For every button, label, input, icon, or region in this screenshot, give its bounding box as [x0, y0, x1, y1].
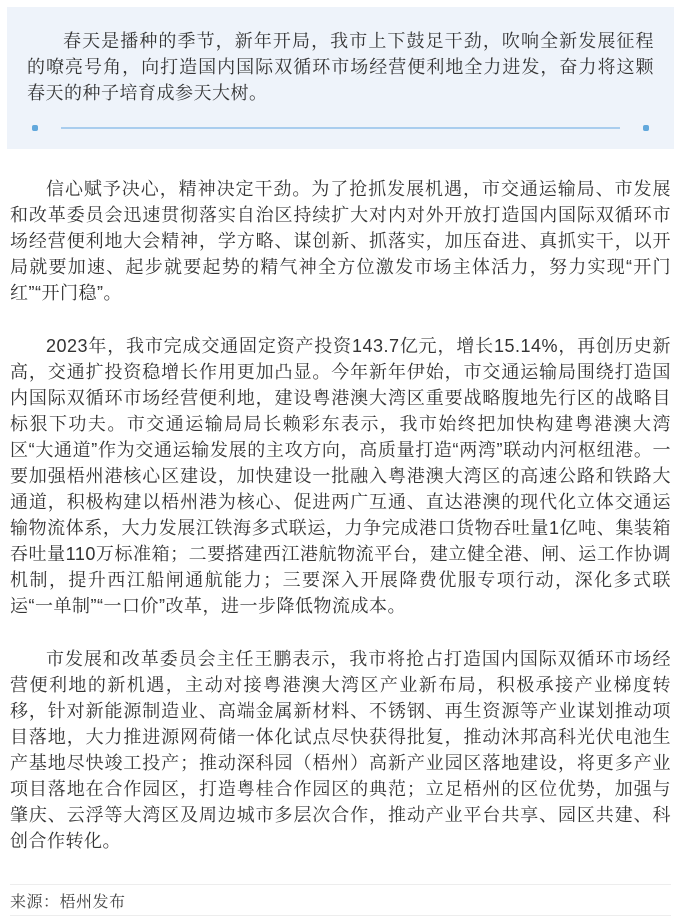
article-body [10, 149, 671, 854]
divider-line [61, 127, 620, 129]
source-label: 来源：梧州发布 [10, 894, 126, 911]
lead-divider [27, 124, 654, 131]
body-paragraph-2: 2023年，我市完成交通固定资产投资143.7亿元，增长15.14%，再创历史新高，交通扩投资稳增长作用更加凸显。今年新年伊始，市交通运输局围绕打造国内国际双循环市场经营便利地，建设粤港澳大湾区重要战略腹地先行区的战略目标狠下功夫。市交通运输局局长赖彩东表示，我市始终把加快构建粤港澳大湾区“大通道”作为交通运输发展的主攻方向，高质量打造“两湾”联动内河枢纽港。一要加强梧州港核心区建设，加快建设一批融入粤港澳大湾区的高速公路和铁路大通道，积极构建以梧州港为核心、促进两广互通、直达港澳的现代化立体交通运输物流体系，大力发展江铁海多式联运，力争完成港口货物吞吐量1亿吨、集装箱吞吐量110万标准箱；二要搭建西江港航物流平台，建立健全港、闸、运工作协调机制，提升西江船闸通航能力；三要深入开展降费优服专项行动，深化多式联运“一单制”“一口价”改革，进一步降低物流成本。 [10, 336, 671, 616]
lead-paragraph: 春天是播种的季节，新年开局，我市上下鼓足干劲，吹响全新发展征程的嘹亮号角，向打造国内国际双循环市场经营便利地全力进发，奋力将这颗春天的种子培育成参天大树。 [27, 31, 654, 103]
body-paragraph-1: 信心赋予决心，精神决定干劲。为了抢抓发展机遇，市交通运输局、市发展和改革委员会迅速贯彻落实自治区持续扩大对内对外开放打造国内国际双循环市场经营便利地大会精神，学方略、谋创新、抓落实，加压奋进、真抓实干，以开局就要加速、起步就要起势的精气神全方位激发市场主体活力，努力实现“开门红”“开门稳”。 [10, 179, 671, 303]
article-footer [10, 884, 671, 916]
lead-summary-box [7, 7, 674, 149]
divider-dot-left-icon [32, 125, 38, 131]
body-paragraph-3: 市发展和改革委员会主任王鹏表示，我市将抢占打造国内国际双循环市场经营便利地的新机遇，主动对接粤港澳大湾区产业新布局，积极承接产业梯度转移，针对新能源制造业、高端金属新材料、不锈钢、再生资源等产业谋划推动项目落地，大力推进源网荷储一体化试点尽快获得批复，推动沐邦高科光伏电池生产基地尽快竣工投产；推动深科园（梧州）高新产业园区落地建设，将更多产业项目落地在合作园区，打造粤桂合作园区的典范；立足梧州的区位优势，加强与肇庆、云浮等大湾区及周边城市多层次合作，推动产业平台共享、园区共建、科创合作转化。 [10, 649, 671, 851]
divider-dot-right-icon [643, 125, 649, 131]
